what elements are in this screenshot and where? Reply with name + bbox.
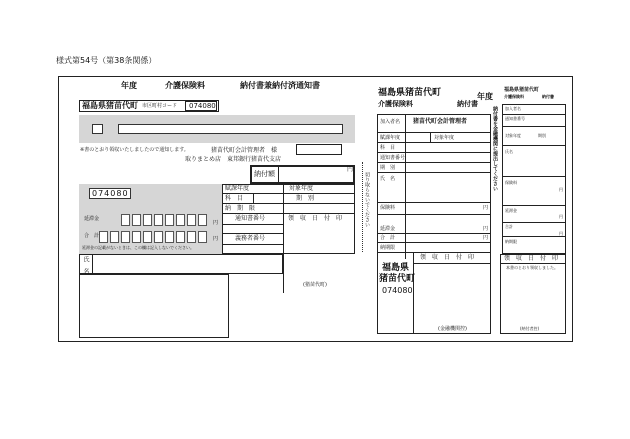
footnote: 延滞金の記載がないときは、この欄は記入しないでください。 bbox=[82, 245, 194, 250]
digit-cell bbox=[165, 231, 174, 243]
right-yen-1: 円 bbox=[559, 187, 563, 192]
gray-band-input bbox=[118, 124, 343, 134]
center-row-period: 期 別 bbox=[380, 165, 396, 171]
center-city-name: 福島県猪苗代町 bbox=[378, 88, 442, 98]
name-divider bbox=[92, 254, 93, 274]
grid-line bbox=[222, 233, 283, 234]
total-label: 合 計 bbox=[84, 233, 100, 239]
left-notice-title: 納付書兼納付済通知書 bbox=[240, 81, 320, 90]
center-stamp-header: 領 収 日 付 印 bbox=[420, 254, 475, 261]
code-display: 074080 bbox=[92, 189, 129, 198]
center-hline bbox=[377, 202, 491, 203]
notice-no-label: 通知書番号 bbox=[235, 215, 266, 222]
digit-cell bbox=[143, 231, 152, 243]
right-hline bbox=[502, 222, 566, 223]
right-label-notice: 通知書番号 bbox=[505, 116, 525, 121]
right-stamp-note: 本書のとおり領収しました。 bbox=[506, 265, 558, 270]
digit-cell bbox=[110, 231, 119, 243]
receipt-note: ※書のとおり領収いたしましたので通知します。 bbox=[80, 147, 189, 153]
arrears-yen: 円 bbox=[213, 220, 219, 226]
left-name-label: 氏 名 bbox=[82, 256, 89, 274]
gray-band-checkbox bbox=[92, 124, 103, 134]
right-label-due: 納期限 bbox=[505, 239, 517, 244]
left-city-name: 福島県猪苗代町 bbox=[82, 101, 138, 110]
kazei-year-label: 賦課年度 bbox=[225, 185, 250, 192]
center-stamp-caption: (金融機関控) bbox=[438, 326, 467, 332]
right-label-arrears: 延滞金 bbox=[505, 208, 517, 213]
subject-label: 科 目 bbox=[225, 195, 244, 202]
center-vline bbox=[405, 114, 406, 259]
right-label-insurance: 保険料 bbox=[505, 180, 517, 185]
digit-cell bbox=[121, 214, 130, 226]
center-payer-label: 加入者名 bbox=[380, 119, 401, 125]
grid-line bbox=[222, 213, 355, 214]
payment-yen: 円 bbox=[347, 166, 354, 173]
center-hline bbox=[377, 172, 491, 173]
cut-line-text: 切り取らないでください bbox=[364, 172, 370, 227]
center-insurance-label: 介護保険料 bbox=[378, 100, 413, 108]
right-subtitle1: 介護保険料 bbox=[504, 94, 524, 99]
right-stamp-header: 領 収 日 付 印 bbox=[504, 255, 559, 262]
digit-cell bbox=[165, 214, 174, 226]
center-year-label: 年度 bbox=[477, 92, 493, 101]
right-hline bbox=[500, 263, 566, 264]
center-target-year: 対象年度 bbox=[434, 135, 455, 141]
center-row-subject: 科 目 bbox=[380, 145, 396, 151]
digit-cell bbox=[187, 231, 196, 243]
right-yen-3: 円 bbox=[559, 231, 563, 236]
digit-cell bbox=[143, 214, 152, 226]
form-label: 様式第54号（第38条関係） bbox=[56, 56, 157, 65]
digit-cell bbox=[154, 214, 163, 226]
grid-line bbox=[222, 244, 283, 245]
right-vertical-text: 納付書を金融機関に提出してください bbox=[492, 106, 498, 191]
treasurer-line: 猪苗代町会計管理者 様 bbox=[211, 147, 278, 154]
center-vline-3 bbox=[413, 252, 414, 334]
right-yen-2: 円 bbox=[559, 214, 563, 219]
due-label: 納 期 限 bbox=[225, 205, 256, 212]
right-hline bbox=[502, 236, 566, 237]
grid-line bbox=[222, 224, 283, 225]
digit-cell bbox=[154, 231, 163, 243]
digit-cell bbox=[187, 214, 196, 226]
right-stamp-caption: (納付者控) bbox=[520, 326, 540, 331]
right-city-name: 福島県猪苗代町 bbox=[504, 87, 540, 93]
grid-line bbox=[222, 203, 355, 204]
center-hline bbox=[377, 252, 491, 253]
center-row-notice: 通知書番号 bbox=[380, 155, 406, 161]
center-hline bbox=[377, 214, 491, 215]
center-org-line1: 福島県 bbox=[382, 263, 410, 273]
right-hline bbox=[502, 145, 566, 146]
center-amount-arrears: 延滞金 bbox=[380, 226, 396, 232]
center-hline bbox=[377, 142, 491, 143]
center-hline bbox=[377, 233, 491, 234]
left-year-label: 年度 bbox=[121, 81, 137, 90]
center-amount-total: 合 計 bbox=[380, 235, 396, 241]
city-code-label: 市区町村コード bbox=[142, 103, 178, 109]
arrears-label: 延滞金 bbox=[84, 216, 100, 222]
digit-cell bbox=[176, 214, 185, 226]
right-subtitle2: 納付書 bbox=[542, 94, 554, 99]
right-hline bbox=[502, 176, 566, 177]
center-row-kazei: 賦課年度 bbox=[380, 135, 401, 141]
left-insurance-label: 介護保険料 bbox=[165, 81, 205, 90]
treasurer-box bbox=[296, 144, 342, 155]
city-code: 074080 bbox=[189, 102, 216, 110]
right-label-period: 期別 bbox=[538, 133, 546, 138]
center-doc-label: 納付書 bbox=[457, 100, 478, 108]
center-yen-3: 円 bbox=[483, 235, 489, 241]
right-label-payer: 加入者名 bbox=[505, 106, 521, 111]
cut-line bbox=[362, 162, 363, 252]
digit-cell bbox=[176, 231, 185, 243]
right-label-total: 合計 bbox=[505, 224, 513, 229]
grid-vline bbox=[283, 184, 284, 293]
center-org-code: 074080 bbox=[382, 286, 413, 295]
grid-vline bbox=[253, 193, 254, 203]
receipt-stamp-label: 領 収 日 付 印 bbox=[288, 215, 343, 222]
handler-line: 取りまとめ店 東邦銀行猪苗代支店 bbox=[185, 156, 282, 163]
digit-cell bbox=[132, 214, 141, 226]
digit-cell bbox=[198, 214, 207, 226]
right-hline bbox=[502, 205, 566, 206]
center-hline bbox=[377, 152, 491, 153]
center-yen-2: 円 bbox=[483, 226, 489, 232]
center-hline bbox=[377, 242, 491, 243]
right-hline bbox=[502, 114, 566, 115]
right-label-target: 対象年度 bbox=[505, 133, 521, 138]
total-yen: 円 bbox=[213, 236, 219, 242]
center-yen-1: 円 bbox=[483, 205, 489, 211]
center-hline bbox=[377, 132, 491, 133]
digit-cell bbox=[99, 231, 108, 243]
name-box bbox=[79, 254, 283, 274]
target-year-label: 対象年度 bbox=[289, 185, 314, 192]
center-org-line2: 猪苗代町 bbox=[379, 274, 416, 284]
digit-cell bbox=[132, 231, 141, 243]
payment-amount-label: 納付額 bbox=[254, 170, 275, 178]
center-hline bbox=[377, 162, 491, 163]
lower-left-blank bbox=[79, 274, 229, 338]
digit-cell bbox=[121, 231, 130, 243]
period-label: 期 別 bbox=[296, 195, 315, 202]
center-payer-value: 猪苗代町会計管理者 bbox=[413, 118, 468, 125]
obligor-no-label: 義務者番号 bbox=[235, 235, 266, 242]
center-row-name: 氏 名 bbox=[380, 176, 396, 182]
center-hline bbox=[413, 263, 491, 264]
center-amount-insurance: 保険料 bbox=[380, 205, 396, 211]
center-vline-2 bbox=[430, 132, 431, 142]
left-stamp-caption: (猪苗代町) bbox=[303, 282, 327, 288]
right-hline bbox=[502, 126, 566, 127]
digit-cell bbox=[198, 231, 207, 243]
payment-divider bbox=[278, 165, 279, 184]
grid-line bbox=[222, 193, 355, 194]
center-amount-due: 納期限 bbox=[380, 245, 396, 251]
right-label-name: 氏名 bbox=[505, 149, 513, 154]
